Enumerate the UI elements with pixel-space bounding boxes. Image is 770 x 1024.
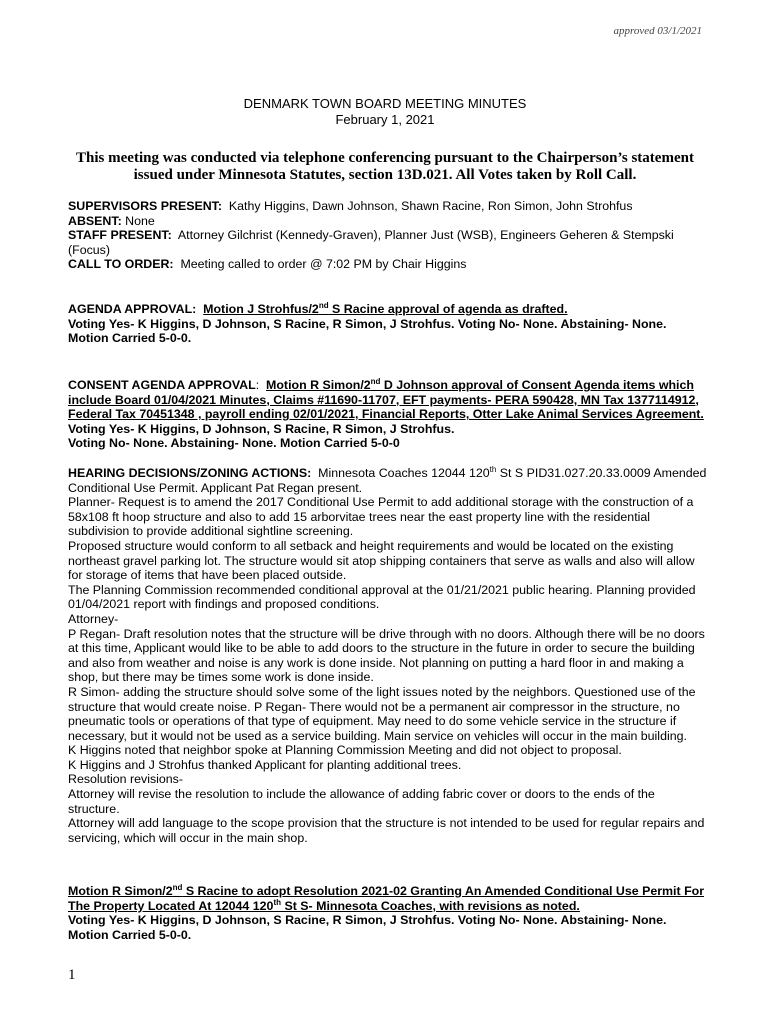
page-number: 1 <box>68 967 76 983</box>
staff-line <box>68 228 708 257</box>
resolution-motion-text-2: S Racine to adopt Resolution 2021-02 Granting An Amended Conditional Use Permit For The Property Located At 12044 120 <box>68 884 705 913</box>
hearing-paragraph: P Regan- Draft resolution notes that the structure will be drive through with no doors. Although there will be no doors at this time, Applicant would like to be able to add doors to the structure in the future in order to secure the building and also from weather and noise is any work is done inside. Not planning on putting a hard floor in and making a shop, but there may be times some work is done inside. <box>68 626 705 685</box>
hearing-paragraph: Attorney will add language to the scope provision that the structure is not intended to be used for regular repairs and servicing, which will occur in the main shop. <box>68 816 705 845</box>
meeting-date: February 1, 2021 <box>335 112 435 127</box>
resolution-motion-sup: nd <box>172 882 183 892</box>
absent-line <box>68 214 708 229</box>
consent-paragraph <box>68 378 708 436</box>
hearing-paragraph: Planner- Request is to amend the 2017 Conditional Use Permit to add additional storage with the construction of a 58x108 ft hoop structure and also to add 15 arborvitae trees near the east property line with the residential subdivision to provide additional sightline screening. <box>68 495 694 539</box>
agenda-vote: Voting Yes- K Higgins, D Johnson, S Racine, R Simon, J Strohfus. Voting No- None. Abstaining- None. <box>68 316 667 331</box>
agenda-result: Motion Carried 5-0-0. <box>68 331 192 346</box>
absent-value: None <box>125 213 155 228</box>
consent-result: Voting No- None. Abstaining- None. Motion Carried 5-0-0 <box>68 436 400 451</box>
resolution-motion-section <box>68 884 708 942</box>
resolution-motion-text-3: St S- Minnesota Coaches, with revisions as noted. <box>281 898 580 913</box>
supervisors-label: SUPERVISORS PRESENT: <box>68 199 223 213</box>
consent-motion-sup: nd <box>370 376 381 386</box>
hearing-section <box>68 466 708 845</box>
hearing-paragraph: Attorney will revise the resolution to include the allowance of adding fabric cover or doors to the ends of the structure. <box>68 787 655 816</box>
hearing-paragraph: R Simon- adding the structure should solve some of the light issues noted by the neighbors. Questioned use of the structure that would create noise. P Regan- There would not be a permanent air compressor in the structure, no pneumatic tools or operations of that type of equipment. May need to do some vehicle service in the structure if necessary, but it would not be used as a service building. Main service on vehicles will occur in the main building. <box>68 684 696 743</box>
call-to-order-label: CALL TO ORDER: <box>68 257 174 272</box>
staff-present: Attorney Gilchrist (Kennedy-Graven), Planner Just (WSB), Engineers Geheren & Stempski (Focus) <box>68 228 674 257</box>
hearing-label: HEARING DECISIONS/ZONING ACTIONS: <box>68 466 312 480</box>
agenda-motion <box>203 302 567 316</box>
hearing-intro-sup: th <box>489 464 497 474</box>
call-to-order-text: Meeting called to order @ 7:02 PM by Chair Higgins <box>180 257 467 272</box>
agenda-motion-line <box>68 302 708 317</box>
hearing-paragraph: K Higgins noted that neighbor spoke at Planning Commission Meeting and did not object to proposal. <box>68 743 622 758</box>
absent-label: ABSENT: <box>68 213 122 228</box>
consent-vote: Voting Yes- K Higgins, D Johnson, S Racine, R Simon, J Strohfus. <box>68 421 455 436</box>
hearing-paragraph: K Higgins and J Strohfus thanked Applicant for planting additional trees. <box>68 757 462 772</box>
resolution-motion-sup-2: th <box>273 897 282 907</box>
agenda-label: AGENDA APPROVAL: <box>68 302 197 316</box>
agenda-motion-text-2: S Racine approval of agenda as drafted. <box>328 302 568 316</box>
resolution-result: Motion Carried 5-0-0. <box>68 927 192 942</box>
staff-label: STAFF PRESENT: <box>68 228 172 243</box>
hearing-paragraph: Resolution revisions- <box>68 772 184 787</box>
consent-motion-text: Motion R Simon/2 <box>266 378 371 392</box>
meeting-notice: This meeting was conducted via telephone conferencing pursuant to the Chairperson’s statement issued under Minnesota Statutes, section 13D.021. All Votes taken by Roll Call. <box>76 150 694 183</box>
agenda-approval-section <box>68 302 708 346</box>
hearing-paragraph: Attorney- <box>68 611 119 626</box>
resolution-vote: Voting Yes- K Higgins, D Johnson, S Racine, R Simon, J Strohfus. Voting No- None. Abstaining- None. <box>68 913 667 928</box>
consent-label: CONSENT AGENDA APPROVAL <box>68 378 256 392</box>
resolution-motion-text: Motion R Simon/2 <box>68 884 173 898</box>
supervisors-line <box>68 199 708 214</box>
agenda-motion-text: Motion J Strohfus/2 <box>203 302 319 316</box>
consent-colon: : <box>255 378 260 392</box>
consent-motion-text-2: D Johnson approval of Consent Agenda items which include Board 01/04/2021 Minutes, Claims #11690-11707, EFT payments- PERA 590428, MN Tax 1377114912, Federal Tax 70451348 , payroll ending 02/01/2021, Financial Reports, Otter Lake Animal Services Agreement. <box>68 378 704 422</box>
hearing-intro-text: Minnesota Coaches 12044 120 <box>318 466 490 480</box>
hearing-paragraph: The Planning Commission recommended conditional approval at the 01/21/2021 public hearing. Planning provided 01/04/2021 report with findings and proposed conditions. <box>68 582 696 612</box>
attendance-section <box>68 199 708 272</box>
call-to-order-line <box>68 257 708 272</box>
hearing-intro-text-2: St S PID31.027.20.33.0009 Amended Conditional Use Permit. Applicant Pat Regan present. <box>68 466 707 495</box>
hearing-intro <box>68 466 708 495</box>
hearing-paragraph: Proposed structure would conform to all setback and height requirements and would be located on the existing northeast gravel parking lot. The structure would sit atop shipping containers that serve as walls and also will allow for storage of items that have been placed outside. <box>68 538 695 583</box>
document-header <box>0 96 770 128</box>
supervisors-present: Kathy Higgins, Dawn Johnson, Shawn Racine, Ron Simon, John Strohfus <box>228 199 633 213</box>
approved-stamp: approved 03/1/2021 <box>613 25 702 37</box>
agenda-motion-sup: nd <box>318 300 329 310</box>
document-title: DENMARK TOWN BOARD MEETING MINUTES <box>243 96 527 111</box>
consent-agenda-section <box>68 378 708 451</box>
resolution-motion <box>68 884 708 913</box>
